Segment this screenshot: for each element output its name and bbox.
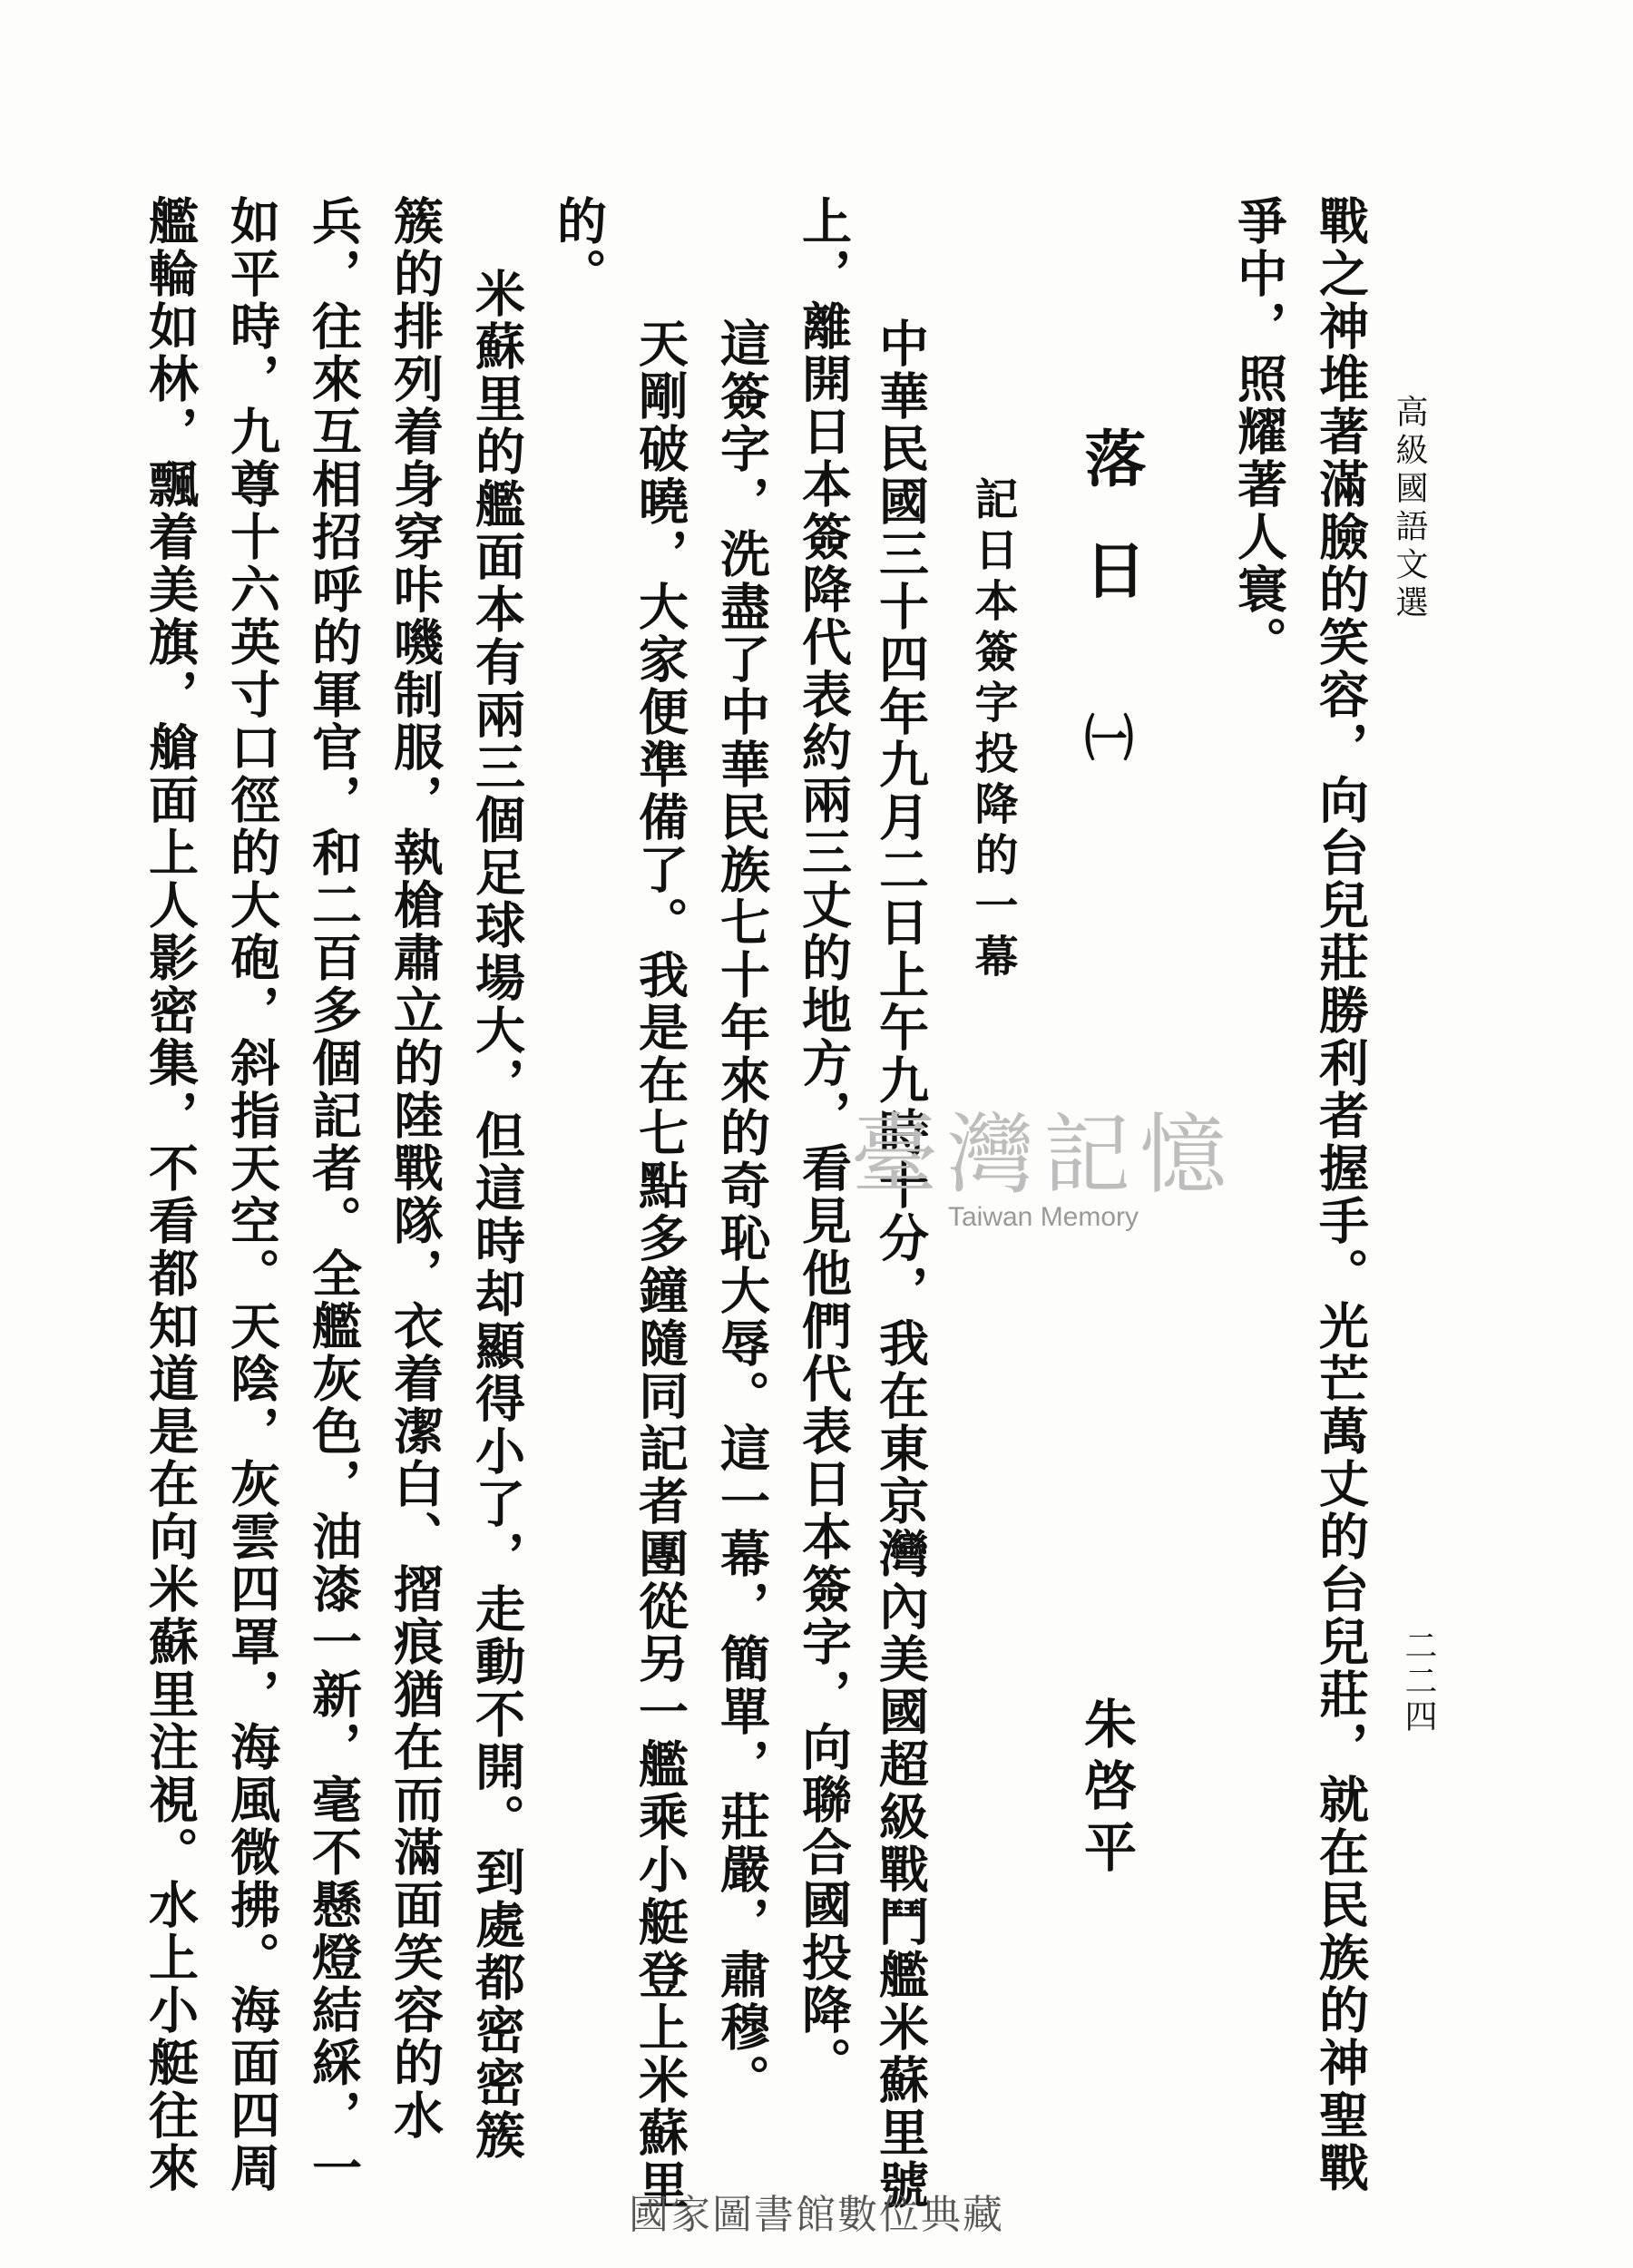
prev-text-line: 爭中，照耀著人寰。: [1229, 195, 1288, 669]
body-text-line: 簇的排列着身穿咔嘰制服，執槍肅立的陸戰隊，衣着潔白、摺痕猶在而滿面笑容的水: [386, 195, 445, 2142]
body-text-line: 艦輪如林，飄着美旗，艙面上人影密集，不看都知道是在向米蘇里注視。水上小艇往來: [141, 195, 200, 2195]
article-author: 朱啓平: [1075, 1696, 1137, 1882]
watermark-english: Taiwan Memory: [947, 1202, 1139, 1232]
book-title: 高級國語文選: [1391, 395, 1428, 623]
article-subtitle: 記日本簽字投降的一幕: [967, 476, 1018, 984]
page-number: 二二四: [1400, 1628, 1437, 1735]
taiwan-memory-watermark: [826, 1104, 1261, 1233]
body-text-line: 的。: [549, 195, 608, 300]
body-text-line: 這簽字，洗盡了中華民族七十年來的奇恥大辱。這一幕，簡單，莊嚴，肅穆。: [712, 318, 771, 2107]
footer-credit: 國家圖書館數位典藏: [629, 2192, 1004, 2238]
body-text-line: 上，離開日本簽降代表約兩三丈的地方，看見他們代表日本簽字，向聯合國投降。: [794, 195, 853, 2089]
body-text-line: 兵，往來互相招呼的軍官，和二百多個記者。全艦灰色，油漆一新，毫不懸燈結綵，一: [304, 195, 363, 2195]
body-text-line: 如平時，九尊十六英寸口徑的大砲，斜指天空。天陰，灰雲四罩，海風微拂。海面四周: [222, 195, 281, 2195]
watermark-chinese: 臺灣記憶: [851, 1104, 1236, 1206]
body-text-line: 米蘇里的艦面本有兩三個足球場大，但這時却顯得小了，走動不開。到處都密密簇: [467, 268, 526, 2162]
body-text-line: 天剛破曉，大家便準備了。我是在七點多鐘隨同記者團從另一艦乘小艇登上米蘇里: [631, 318, 689, 2212]
article-part-number: ㈠: [1077, 712, 1135, 764]
article-title: 落日: [1074, 426, 1147, 650]
body-text-line: 中華民國三十四年九月二日上午九時十分，我在東京灣內美國超級戰鬥艦米蘇里號: [871, 318, 930, 2212]
prev-text-line: 戰之神堆著滿臉的笑容，向台兒莊勝利者握手。光芒萬丈的台兒莊，就在民族的神聖戰: [1311, 195, 1370, 2195]
